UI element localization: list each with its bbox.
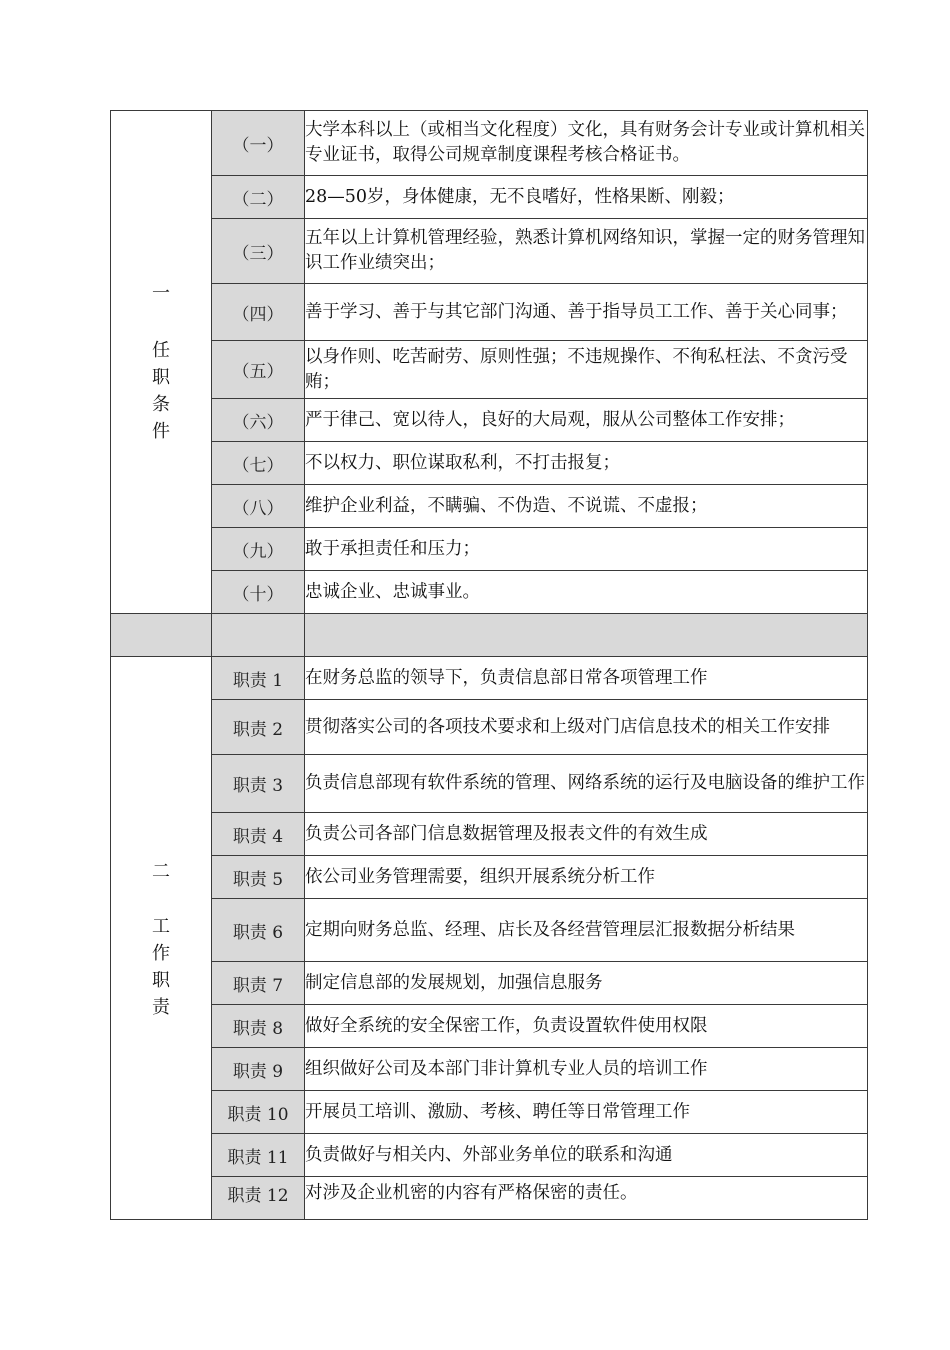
duty-number: 职责 4 (212, 813, 305, 856)
requirement-row (111, 341, 868, 399)
section1-title-char: 条 (152, 393, 170, 415)
section2-title-char: 职 (152, 969, 170, 991)
requirement-row (111, 176, 868, 219)
duty-text: 依公司业务管理需要，组织开展系统分析工作 (305, 856, 868, 899)
requirement-number: （二） (212, 176, 305, 219)
requirement-text: 维护企业利益，不瞒骗、不伪造、不说谎、不虚报； (305, 485, 868, 528)
requirement-text: 严于律己、宽以待人，良好的大局观，服从公司整体工作安排； (305, 399, 868, 442)
requirement-number: （一） (212, 111, 305, 176)
duty-text: 负责信息部现有软件系统的管理、网络系统的运行及电脑设备的维护工作 (305, 755, 868, 813)
duty-row (111, 856, 868, 899)
requirement-row (111, 442, 868, 485)
duty-number: 职责 8 (212, 1005, 305, 1048)
requirement-row (111, 219, 868, 284)
separator-cell (305, 614, 868, 657)
duty-number: 职责 3 (212, 755, 305, 813)
separator-cell (212, 614, 305, 657)
duty-row (111, 755, 868, 813)
section2-numeral: 二 (152, 860, 170, 882)
requirement-row (111, 111, 868, 176)
section1-title-char: 件 (152, 420, 170, 442)
duty-row (111, 813, 868, 856)
requirement-number: （四） (212, 284, 305, 341)
duty-number: 职责 12 (212, 1177, 305, 1220)
duty-text: 贯彻落实公司的各项技术要求和上级对门店信息技术的相关工作安排 (305, 700, 868, 755)
duty-number: 职责 9 (212, 1048, 305, 1091)
duty-number: 职责 10 (212, 1091, 305, 1134)
section1-title (111, 111, 212, 614)
duty-row (111, 1091, 868, 1134)
requirement-text: 忠诚企业、忠诚事业。 (305, 571, 868, 614)
duty-row (111, 1134, 868, 1177)
section2-title-char: 作 (152, 942, 170, 964)
requirement-number: （七） (212, 442, 305, 485)
duty-row (111, 1048, 868, 1091)
requirement-text: 以身作则、吃苦耐劳、原则性强；不违规操作、不徇私枉法、不贪污受贿； (305, 341, 868, 399)
requirement-text: 敢于承担责任和压力； (305, 528, 868, 571)
duty-text: 负责做好与相关内、外部业务单位的联系和沟通 (305, 1134, 868, 1177)
duty-row (111, 657, 868, 700)
duty-number: 职责 7 (212, 962, 305, 1005)
requirement-row (111, 528, 868, 571)
section2-title-char: 工 (152, 915, 170, 937)
duty-text: 开展员工培训、激励、考核、聘任等日常管理工作 (305, 1091, 868, 1134)
duty-number: 职责 2 (212, 700, 305, 755)
requirement-number: （五） (212, 341, 305, 399)
separator-cell (111, 614, 212, 657)
duty-number: 职责 6 (212, 899, 305, 962)
requirement-text: 五年以上计算机管理经验，熟悉计算机网络知识，掌握一定的财务管理知识工作业绩突出； (305, 219, 868, 284)
duty-number: 职责 1 (212, 657, 305, 700)
duty-text: 负责公司各部门信息数据管理及报表文件的有效生成 (305, 813, 868, 856)
section2-title-char: 责 (152, 996, 170, 1018)
section1-numeral: 一 (152, 282, 170, 304)
section1-title-char: 任 (152, 339, 170, 361)
requirement-number: （九） (212, 528, 305, 571)
requirement-number: （八） (212, 485, 305, 528)
job-description-table (110, 110, 868, 1220)
separator-row (111, 614, 868, 657)
requirement-row (111, 485, 868, 528)
requirement-text: 不以权力、职位谋取私利，不打击报复； (305, 442, 868, 485)
duty-text: 定期向财务总监、经理、店长及各经营管理层汇报数据分析结果 (305, 899, 868, 962)
duty-row (111, 962, 868, 1005)
duty-row (111, 1005, 868, 1048)
duty-text: 组织做好公司及本部门非计算机专业人员的培训工作 (305, 1048, 868, 1091)
duty-row (111, 700, 868, 755)
section1-title-char: 职 (152, 366, 170, 388)
requirement-text: 28—50岁，身体健康，无不良嗜好，性格果断、刚毅； (305, 176, 868, 219)
requirement-row (111, 571, 868, 614)
duty-row (111, 899, 868, 962)
requirement-row (111, 284, 868, 341)
requirement-text: 大学本科以上（或相当文化程度）文化，具有财务会计专业或计算机相关专业证书，取得公司规章制度课程考核合格证书。 (305, 111, 868, 176)
requirement-number: （十） (212, 571, 305, 614)
duty-number: 职责 11 (212, 1134, 305, 1177)
requirement-row (111, 399, 868, 442)
duty-text: 对涉及企业机密的内容有严格保密的责任。 (305, 1177, 868, 1220)
duty-text: 在财务总监的领导下，负责信息部日常各项管理工作 (305, 657, 868, 700)
requirement-text: 善于学习、善于与其它部门沟通、善于指导员工工作、善于关心同事； (305, 284, 868, 341)
requirement-number: （六） (212, 399, 305, 442)
section2-title (111, 657, 212, 1220)
duty-row (111, 1177, 868, 1220)
duty-text: 做好全系统的安全保密工作，负责设置软件使用权限 (305, 1005, 868, 1048)
duty-text: 制定信息部的发展规划，加强信息服务 (305, 962, 868, 1005)
duty-number: 职责 5 (212, 856, 305, 899)
requirement-number: （三） (212, 219, 305, 284)
